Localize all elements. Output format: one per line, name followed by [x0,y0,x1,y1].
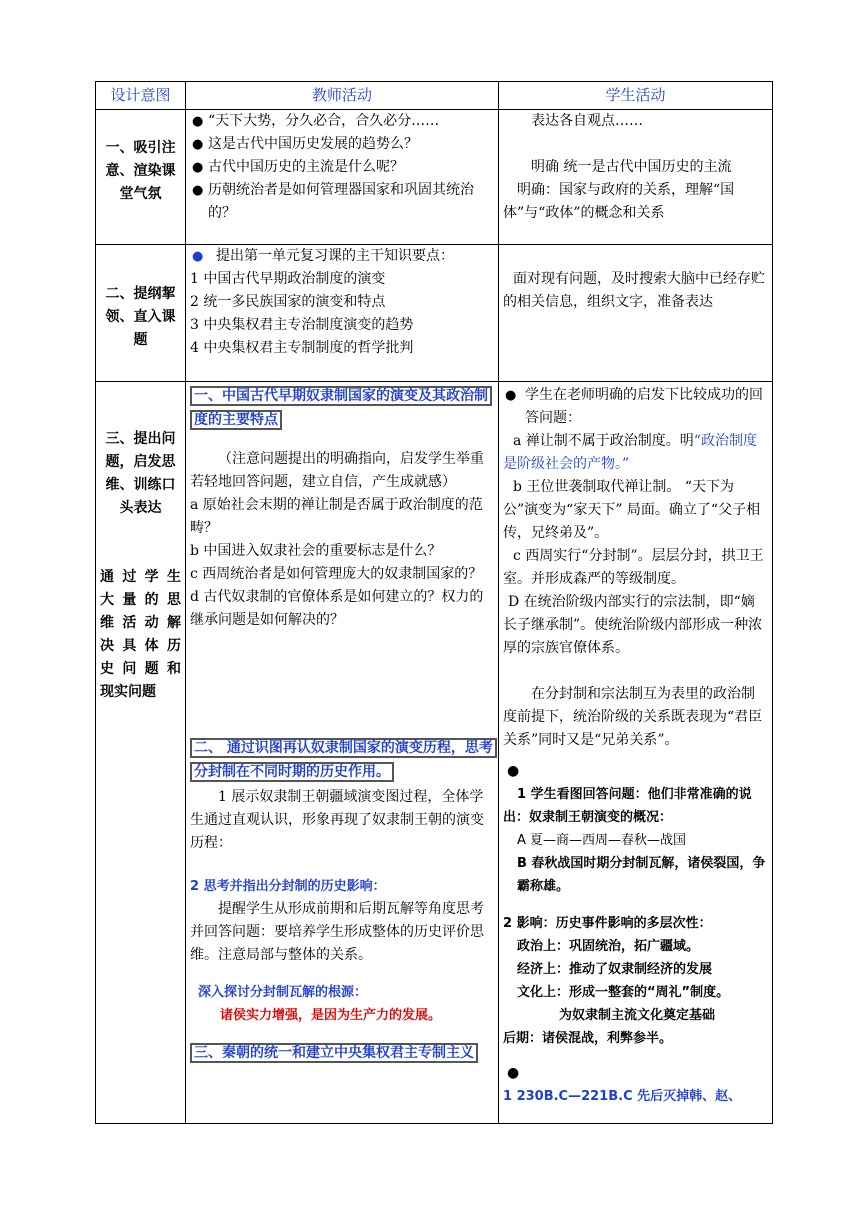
row3-design-line: 头表达 [119,500,162,516]
bullet-icon: ● [505,388,517,403]
student-impact: 2 影响：历史事件影响的多层次性： [503,916,712,931]
question-c: c 西周统治者是如何管理庞大的奴隶制国家的？ [190,566,483,582]
section-heading-2: 二、 通过识图再认奴隶制国家的演变历程，思考分封制在不同时期的历史作用。 [190,736,494,784]
row1-student-cell [499,110,773,245]
teacher-note: （注意问题提出的明确指向，启发学生举重若轻地回答问题，建立自信，产生成就感） [190,451,484,490]
question-d: d 古代奴隶制的官僚体系是如何建立的？权力的继承问题是如何解决的？ [190,589,484,628]
bullet-icon: ● [192,137,204,152]
student-dynasties: A 夏—商—西周—春秋—战国 [517,833,687,848]
row1-design-cell [96,110,186,245]
bullet-icon: ● [192,114,204,129]
subheading-root-cause: 深入探讨分封制瓦解的根源： [198,985,368,1000]
row1-teacher-cell [186,110,499,245]
row3-design-line: 三、提出问 [105,431,176,447]
row-questions [96,382,773,1124]
header-teacher-activity: 教师活动 [186,82,499,110]
impact-later: 后期：诸侯混战，利弊参半。 [503,1031,673,1046]
row1-design-line: 堂气氛 [119,186,162,202]
student-text: 明确：国家与政府的关系，理解“国体”与“政体”的概念和关系 [503,182,735,221]
outline-lead: 提出第一单元复习课的主干知识要点： [216,248,454,264]
list-item: ● 这是古代中国历史发展的趋势么？ [186,133,498,156]
row3-design-line: 通过学生 [100,569,181,585]
bullet-icon: ● [507,1065,520,1081]
student-answer-b: b 王位世袭制取代禅让制。 “天下为公”演变为“家天下” 局面。确立了“父子相传，兄终弟及”。 [503,479,761,541]
student-map-answer: 1 学生看图回答问题：他们非常准确的说出：奴隶制王朝演变的概况： [503,787,752,825]
list-item: ● 历朝统治者是如何管理器国家和巩固其统治的？ [186,179,498,225]
row3-teacher-cell [186,382,499,1124]
student-text: 面对现有问题，及时搜索大脑中已经存贮的相关信息，组织文字，准备表达 [503,271,765,310]
row3-design-cell [96,382,186,1124]
section-heading-3: 三、秦朝的统一和建立中央集权君主专制主义 [190,1041,494,1065]
row3-design-line: 决具体历 [100,638,181,654]
row1-design-line: 意、渲染课 [105,163,176,179]
outline-item: 4 中央集权君主专制制度的哲学批判 [190,340,414,356]
row3-design-line: 大量的思 [100,592,181,608]
row3-design-line: 维、训练口 [105,477,176,493]
student-summary: 在分封制和宗法制互为表里的政治制度前提下，统治阶级的关系既表现为“君臣关系”同时又是“兄弟关系”。 [503,686,763,748]
bullet-icon: ● [192,249,204,264]
student-answer-d: D 在统治阶级内部实行的宗法制，即“嫡长子继承制”。使统治阶级内部形成一种浓厚的宗族官僚体系。 [503,594,763,656]
question-b: b 中国进入奴隶社会的重要标志是什么？ [190,543,442,559]
list-item: ● “天下大势，分久必合，合久必分…… [186,110,498,133]
student-answer-c: c 西周实行“分封制”。层层分封，拱卫王室。并形成森严的等级制度。 [503,548,764,587]
student-text: 表达各自观点…… [531,113,643,129]
student-text: 明确 统一是古代中国历史的主流 [531,159,732,175]
section-heading-1: 一、中国古代早期奴隶制国家的演变及其政治制度的主要特点 [190,384,494,432]
row-attract-attention [96,110,773,245]
row2-design-line: 领、直入课 [105,309,176,325]
student-lead: 学生在老师明确的启发下比较成功的回答问题： [525,387,763,426]
teacher-text: 1 展示奴隶制王朝疆域演变图过程，全体学生通过直观认识，形象再现了奴隶制王朝的演变历程： [190,789,484,851]
outline-item: 3 中央集权君主专治制度演变的趋势 [190,317,414,333]
root-cause-answer: 诸侯实力增强，是因为生产力的发展。 [220,1008,442,1023]
lesson-plan-table [95,81,773,1124]
teacher-text: 提醒学生从形成前期和后期瓦解等角度思考并回答问题：要培养学生形成整体的历史评价思维。注意局部与整体的关系。 [190,901,484,963]
row3-design-line: 题，启发思 [105,454,176,470]
row3-student-cell [499,382,773,1124]
outline-item: 1 中国古代早期政治制度的演变 [190,271,386,287]
list-item: ● 古代中国历史的主流是什么呢？ [186,156,498,179]
bullet-icon: ● [192,183,204,198]
student-qin-unification: 1 230B.C—221B.C 先后灭掉韩、赵、 [503,1089,742,1104]
bullet-icon: ● [192,160,204,175]
student-answer-a: a 禅让制不属于政治制度。明“政治制度是阶级社会的产物。” [503,433,757,472]
row2-student-cell [499,245,773,382]
outline-item: 2 统一多民族国家的演变和特点 [190,294,386,310]
row-outline [96,245,773,382]
row2-design-line: 二、提纲挈 [105,286,176,302]
row2-design-line: 题 [133,332,148,348]
header-design-intent: 设计意图 [96,82,186,110]
row3-design-line: 史问题和 [100,661,181,677]
impact-culture-cont: 为奴隶制主流文化奠定基础 [559,1008,716,1023]
question-a: a 原始社会末期的禅让制是否属于政治制度的范畴？ [190,497,483,536]
row2-design-cell [96,245,186,382]
impact-culture: 文化上：形成一整套的“周礼”制度。 [517,985,730,1000]
row3-design-line: 维活动解 [100,615,181,631]
bullet-icon: ● [507,763,520,779]
impact-politics: 政治上：巩固统治，拓广疆域。 [517,939,700,954]
row3-design-line: 现实问题 [100,684,156,700]
row1-design-line: 一、吸引注 [105,140,176,156]
header-row [96,82,773,110]
student-collapse: B 春秋战国时期分封制瓦解，诸侯裂国，争霸称雄。 [517,856,766,894]
header-student-activity: 学生活动 [499,82,773,110]
impact-economy: 经济上：推动了奴隶制经济的发展 [517,962,713,977]
row2-teacher-cell [186,245,499,382]
subheading-impact: 2 思考并指出分封制的历史影响： [190,879,386,894]
